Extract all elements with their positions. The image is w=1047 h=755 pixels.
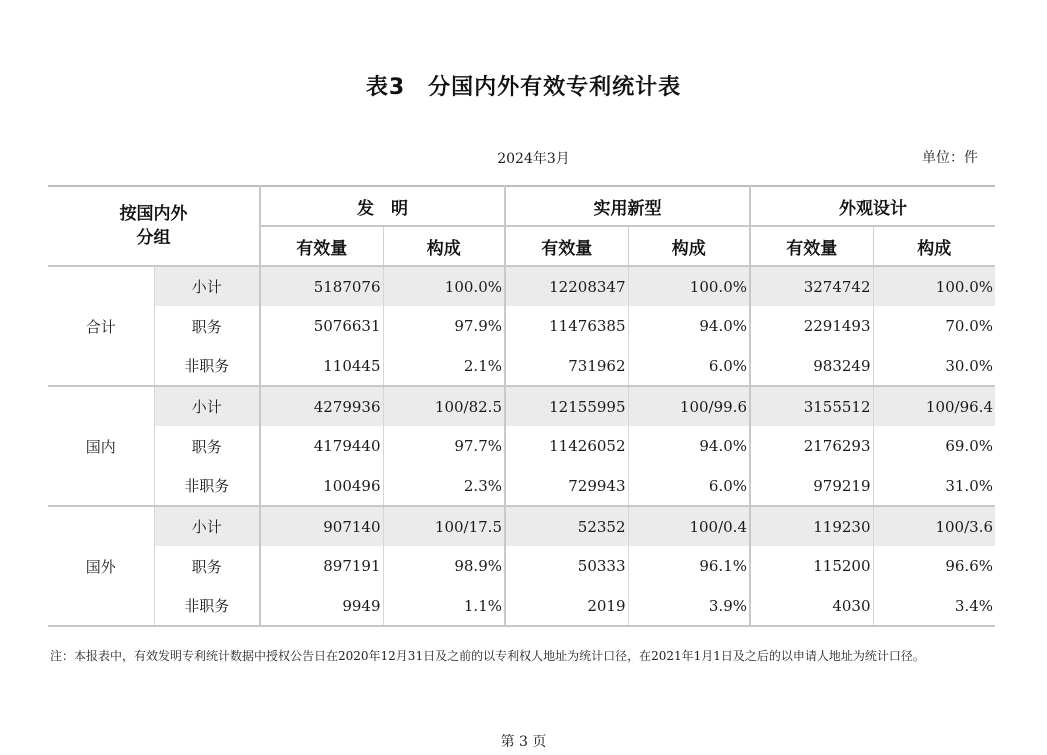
table-cell: 2.3% xyxy=(383,466,505,506)
table-cell: 11426052 xyxy=(505,426,628,466)
table-cell: 5076631 xyxy=(260,306,383,346)
table-cell: 94.0% xyxy=(628,426,750,466)
table-cell: 907140 xyxy=(260,506,383,546)
table-body xyxy=(48,266,995,626)
table-cell: 31.0% xyxy=(873,466,995,506)
subheader-valid-count: 有效量 xyxy=(260,226,383,266)
table-cell: 100/17.5 xyxy=(383,506,505,546)
table-cell: 4279936 xyxy=(260,386,383,426)
group-header-utility-model: 实用新型 xyxy=(505,186,750,226)
table-cell: 2291493 xyxy=(750,306,873,346)
table-cell: 6.0% xyxy=(628,346,750,386)
row-label: 职务 xyxy=(154,426,260,466)
table-cell: 100496 xyxy=(260,466,383,506)
section-label: 国内 xyxy=(48,386,154,506)
section-label: 合计 xyxy=(48,266,154,386)
table-cell: 94.0% xyxy=(628,306,750,346)
row-label: 职务 xyxy=(154,546,260,586)
row-label: 非职务 xyxy=(154,586,260,626)
table-cell: 729943 xyxy=(505,466,628,506)
subheader-composition: 构成 xyxy=(873,226,995,266)
table-cell: 100.0% xyxy=(873,266,995,306)
table-cell: 5187076 xyxy=(260,266,383,306)
table-cell: 119230 xyxy=(750,506,873,546)
table-cell: 4179440 xyxy=(260,426,383,466)
subheader-composition: 构成 xyxy=(628,226,750,266)
table-cell: 69.0% xyxy=(945,437,993,455)
subheader-composition: 构成 xyxy=(383,226,505,266)
table-cell: 12155995 xyxy=(505,386,628,426)
table-cell: 52352 xyxy=(505,506,628,546)
row-label: 非职务 xyxy=(154,466,260,506)
row-label: 非职务 xyxy=(154,346,260,386)
table-cell: 100/99.6 xyxy=(628,386,750,426)
corner-header xyxy=(48,186,260,266)
section-label: 国外 xyxy=(48,506,154,626)
table-cell: 3155512 xyxy=(750,386,873,426)
row-label: 职务 xyxy=(154,306,260,346)
unit-label: 单位：件 xyxy=(922,150,978,166)
table-cell: 4030 xyxy=(750,586,873,626)
footnote: 注：本报表中，有效发明专利统计数据中授权公告日在2020年12月31日及之前的以专利权人地址为统计口径，在2021年1月1日及之后的以申请人地址为统计口径。 xyxy=(50,649,925,663)
group-header-design: 外观设计 xyxy=(750,186,995,226)
page-number: 第 3 页 xyxy=(500,734,547,750)
table-cell: 98.9% xyxy=(383,546,505,586)
subheader-valid-count: 有效量 xyxy=(750,226,873,266)
row-label: 小计 xyxy=(154,506,260,546)
table-cell: 100.0% xyxy=(383,266,505,306)
table-cell: 3274742 xyxy=(750,266,873,306)
table-cell: 979219 xyxy=(750,466,873,506)
table-cell: 50333 xyxy=(505,546,628,586)
patent-statistics-table xyxy=(48,185,995,627)
table-cell: 97.9% xyxy=(383,306,505,346)
subheader-valid-count: 有效量 xyxy=(505,226,628,266)
table-cell: 110445 xyxy=(260,346,383,386)
row-label: 小计 xyxy=(154,266,260,306)
table-cell: 1.1% xyxy=(383,586,505,626)
table-cell: 2.1% xyxy=(383,346,505,386)
table-cell: 100/3.6 xyxy=(873,506,995,546)
table-cell: 3.9% xyxy=(628,586,750,626)
table-cell: 11476385 xyxy=(505,306,628,346)
table-cell: 2176293 xyxy=(750,426,873,466)
table-cell: 97.7% xyxy=(383,426,505,466)
table-cell: 96.6% xyxy=(945,557,993,575)
corner-header-line-1: 按国内外 xyxy=(119,204,188,224)
corner-header-line-2: 分组 xyxy=(136,228,171,248)
table-cell: 897191 xyxy=(260,546,383,586)
table-cell: 731962 xyxy=(505,346,628,386)
group-header-invention: 发 明 xyxy=(260,186,505,226)
table-cell: 100.0% xyxy=(628,266,750,306)
table-cell: 115200 xyxy=(750,546,873,586)
table-cell: 2019 xyxy=(505,586,628,626)
table-cell: 3.4% xyxy=(873,586,995,626)
table-cell: 30.0% xyxy=(873,346,995,386)
table-cell: 100/0.4 xyxy=(628,506,750,546)
table-cell: 96.1% xyxy=(628,546,750,586)
table-cell: 70.0% xyxy=(945,317,993,335)
page-title: 表3 分国内外有效专利统计表 xyxy=(365,75,682,100)
table-cell: 9949 xyxy=(260,586,383,626)
row-label: 小计 xyxy=(154,386,260,426)
table-cell: 12208347 xyxy=(505,266,628,306)
report-date: 2024年3月 xyxy=(497,151,570,167)
table-cell: 100/82.5 xyxy=(383,386,505,426)
table-cell: 100/96.4 xyxy=(873,386,995,426)
table-cell: 6.0% xyxy=(628,466,750,506)
table-cell: 983249 xyxy=(750,346,873,386)
